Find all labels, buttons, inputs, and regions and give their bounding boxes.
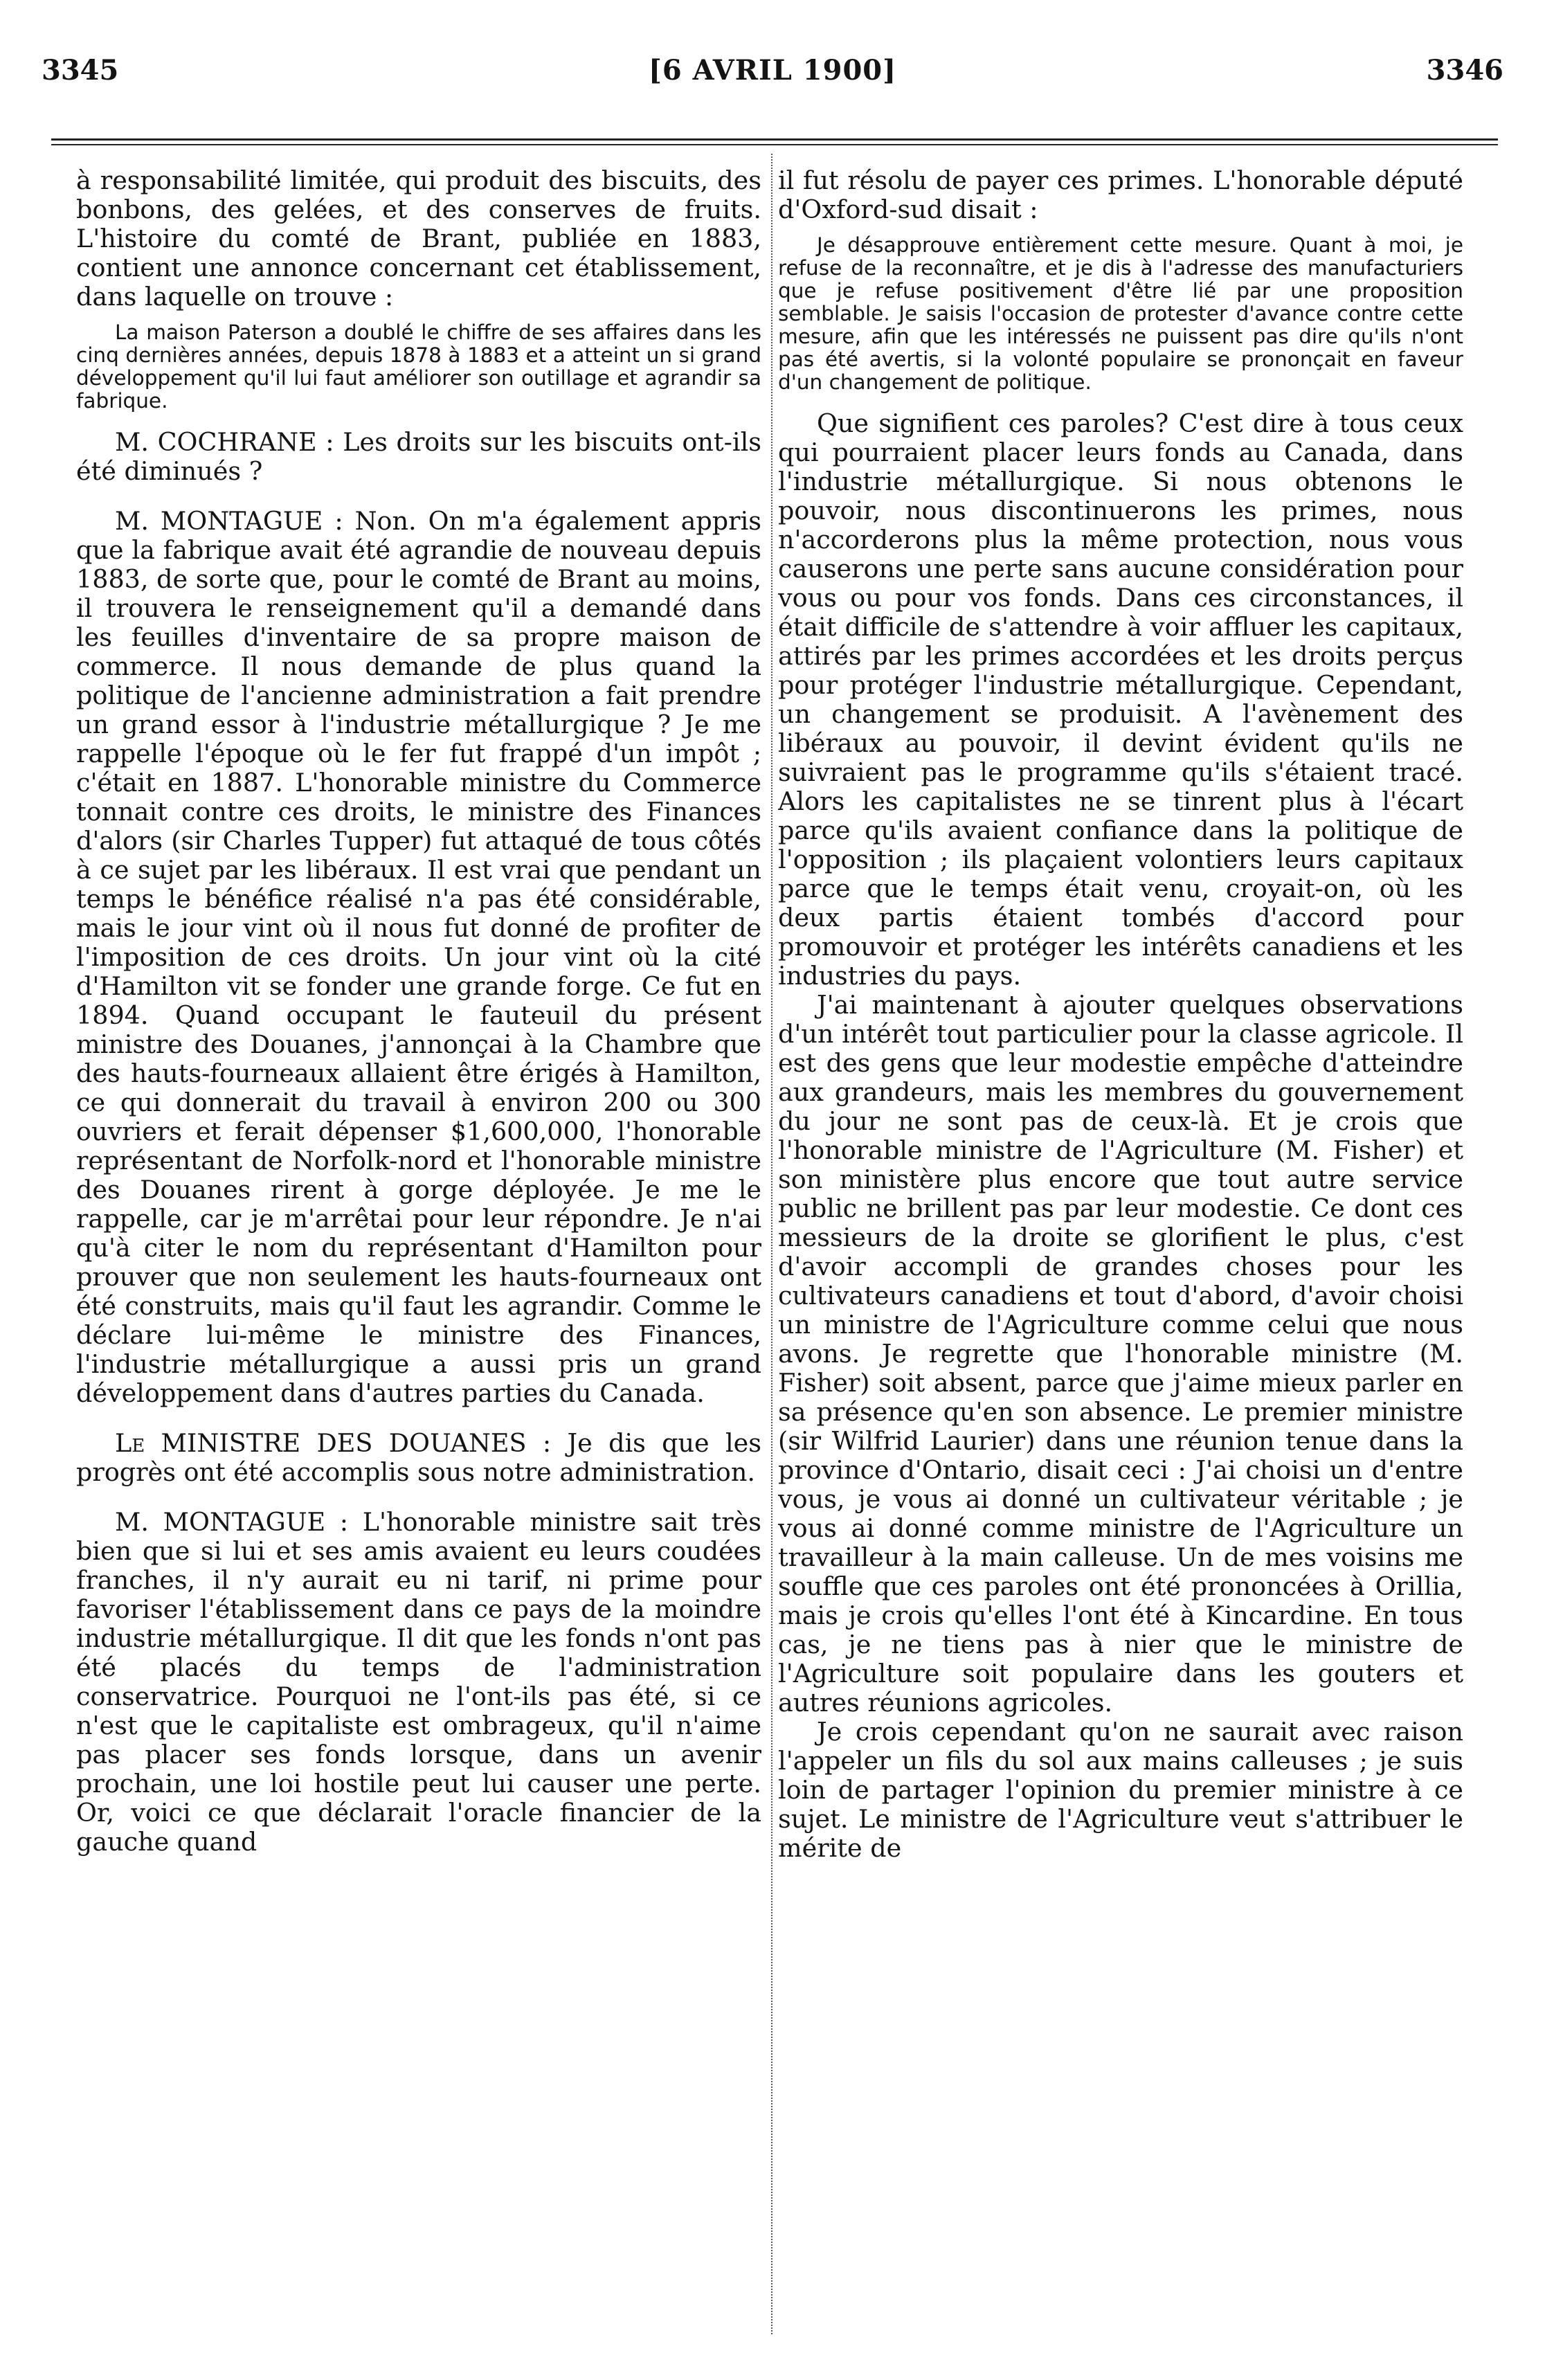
left-paragraph-montague-1 (76, 507, 761, 1408)
header-rule-bottom (51, 144, 1498, 145)
left-column (76, 166, 761, 2347)
cochrane-text: Les droits sur les biscuits ont-ils été diminués ? (76, 427, 761, 486)
left-paragraph-1: à responsabilité limitée, qui produit des biscuits, des bonbons, des gelées, et des conserves de fruits. L'histoire du comté de Brant, publiée en 1883, contient une annonce concernant cet établissement, dans laquelle on trouve : (76, 166, 761, 312)
header-rule-top (51, 138, 1498, 141)
right-paragraph-4: Je crois cependant qu'on ne saurait avec raison l'appeler un fils du sol aux mains calleuses ; je suis loin de partager l'opinion du premier ministre à ce sujet. Le ministre de l'Agriculture veut s'attribuer le mérite de (778, 1717, 1463, 1863)
left-paragraph-ministre-douanes (76, 1429, 761, 1487)
left-paragraph-cochrane (76, 428, 761, 486)
ministre-douanes-text: Je dis que les progrès ont été accomplis sous notre administration. (76, 1428, 761, 1487)
column-divider (771, 154, 773, 2334)
montague-1-text: Non. On m'a également appris que la fabrique avait été agrandie de nouveau depuis 1883, de sorte que, pour le comté de Brant au moins, il trouvera le renseignement qu'il a demandé dans les feuilles d'inventaire de sa propre maison de commerce. Il nous demande de plus quand la politique de l'ancienne administration a fait prendre un grand essor à l'industrie métallurgique ? Je me rappelle l'époque où le fer fut frappé d'un impôt ; c'était en 1887. L'honorable ministre du Commerce tonnait contre ces droits, le ministre des Finances d'alors (sir Charles Tupper) fut attaqué de tous côtés à ce sujet par les libéraux. Il est vrai que pendant un temps le bénéfice réalisé n'a pas été considérable, mais le jour vint où il nous fut donné de profiter de l'imposition de ces droits. Un jour vint où la cité d'Hamilton vit se fonder une grande forge. Ce fut en 1894. Quand occupant le fauteuil du présent ministre des Douanes, j'annonçai à la Chambre que des hauts-fourneaux allaient être érigés à Hamilton, ce qui donnerait du travail à environ 200 ou 300 ouvriers et ferait dépenser $1,600,000, l'honorable représentant de Norfolk-nord et l'honorable ministre des Douanes rirent à gorge déployée. Je me le rappelle, car je m'arrêtai pour leur répondre. Je n'ai qu'à citer le nom du représentant d'Hamilton pour prouver que non seulement les hauts-fourneaux ont été construits, mais qu'il faut les agrandir. Comme le déclare lui-même le ministre des Finances, l'industrie métallurgique a aussi pris un grand développement dans d'autres parties du Canada. (76, 506, 761, 1408)
right-quote-oxford: Je désapprouve entièrement cette mesure. Quant à moi, je refuse de la reconnaître, et je dis à l'adresse des manufacturiers que je refuse positivement d'être lié par une proposition semblable. Je saisis l'occasion de protester d'avance contre cette mesure, afin que les intéressés ne puissent pas dire qu'ils n'ont pas été avertis, si la volonté populaire se prononçait en faveur d'un changement de politique. (778, 233, 1463, 394)
left-quote-paterson: La maison Paterson a doublé le chiffre de ses affaires dans les cinq dernières années, depuis 1878 à 1883 et a atteint un si grand développement qu'il lui faut améliorer son outillage et agrandir sa fabrique. (76, 321, 761, 413)
right-paragraph-3: J'ai maintenant à ajouter quelques observations d'un intérêt tout particulier pour la classe agricole. Il est des gens que leur modestie empêche d'atteindre aux grandeurs, mais les membres du gouvernement du jour ne sont pas de ceux-là. Et je crois que l'honorable ministre de l'Agriculture (M. Fisher) et son ministère plus encore que tout autre service public ne brillent pas par leur modestie. Ce dont ces messieurs de la droite se glorifient le plus, c'est d'avoir accompli de grandes choses pour les cultivateurs canadiens et tout d'abord, d'avoir choisi un ministre de l'Agriculture comme celui que nous avons. Je regrette que l'honorable ministre (M. Fisher) soit absent, parce que j'aime mieux parler en sa présence qu'en son absence. Le premier ministre (sir Wilfrid Laurier) dans une réunion tenue dans la province d'Ontario, disait ceci : J'ai choisi un d'entre vous, je vous ai donné un cultivateur véritable ; je vous ai donné comme ministre de l'Agriculture un travailleur à la main calleuse. Un de mes voisins me souffle que ces paroles ont été prononcées à Orillia, mais je crois qu'elles l'ont été à Kincardine. En tous cas, je ne tiens pas à nier que le ministre de l'Agriculture soit populaire dans les gouters et autres réunions agricoles. (778, 990, 1463, 1718)
right-paragraph-2: Que signifient ces paroles? C'est dire à tous ceux qui pourraient placer leurs fonds au Canada, dans l'industrie métallurgique. Si nous obtenons le pouvoir, nous discontinuerons les primes, nous n'accorderons plus la même protection, nous vous causerons une perte sans aucune considération pour vous ou pour vos fonds. Dans ces circonstances, il était difficile de s'attendre à voir affluer les capitaux, attirés par les primes accordées et les droits perçus pour protéger l'industrie métallurgique. Cependant, un changement se produisit. A l'avènement des libéraux au pouvoir, il devint évident qu'ils ne suivraient pas le programme qu'ils s'étaient tracé. Alors les capitalistes ne se tinrent plus à l'écart parce qu'ils avaient confiance dans la politique de l'opposition ; ils plaçaient volontiers leurs capitaux parce que le temps était venu, croyait-on, où les deux partis étaient tombés d'accord pour promouvoir et protéger les intérêts canadiens et les industries du pays. (778, 408, 1463, 991)
speaker-montague-1: M. MONTAGUE : (115, 506, 343, 536)
montague-2-text: L'honorable ministre sait très bien que si lui et ses amis avaient eu leurs coudées franches, il n'y aurait eu ni tarif, ni prime pour favoriser l'établissement dans ce pays de la moindre industrie métallurgique. Il dit que les fonds n'ont pas été placés du temps de l'administration conservatrice. Pourquoi ne l'ont-ils pas été, si ce n'est que le capitaliste est ombrageux, qu'il n'aime pas placer ses fonds lorsque, dans un avenir prochain, une loi hostile peut lui causer une perte. Or, voici ce que déclarait l'oracle financier de la gauche quand (76, 1507, 761, 1857)
speaker-montague-2: M. MONTAGUE : (115, 1507, 349, 1537)
right-column (778, 166, 1463, 2347)
right-paragraph-1: il fut résolu de payer ces primes. L'honorable député d'Oxford-sud disait : (778, 166, 1463, 224)
speaker-cochrane: M. COCHRANE : (115, 427, 334, 457)
speaker-ministre-douanes: Le MINISTRE DES DOUANES : (115, 1428, 552, 1458)
page-number-left: 3345 (42, 54, 119, 87)
page-date: [6 AVRIL 1900] (648, 54, 897, 87)
page-header (42, 54, 1503, 96)
page-number-right: 3346 (1426, 54, 1503, 87)
left-paragraph-montague-2 (76, 1508, 761, 1857)
